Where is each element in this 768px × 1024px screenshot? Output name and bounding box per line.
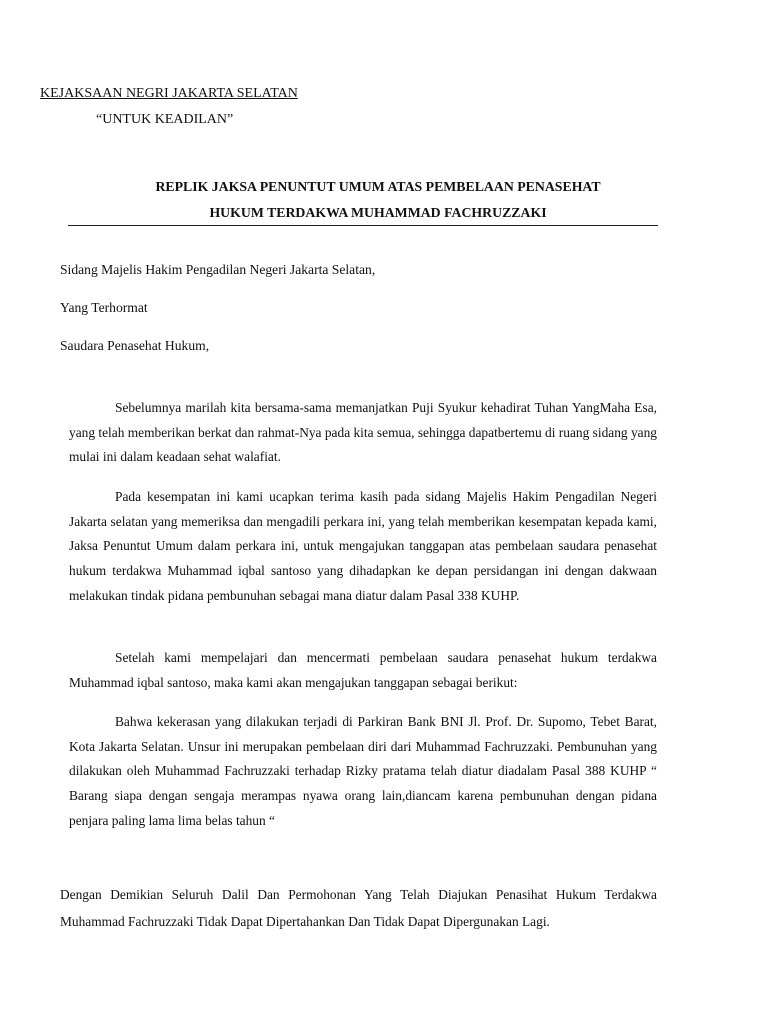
document-title (60, 174, 696, 226)
salutation-court: Sidang Majelis Hakim Pengadilan Negeri Jakarta Selatan, (60, 262, 376, 277)
paragraph-thanks: Pada kesempatan ini kami ucapkan terima kasih pada sidang Majelis Hakim Pengadilan Negeri Jakarta selatan yang memeriksa dan mengadili perkara ini, yang telah memberikan kesempatan kepada kami, Jaksa Penuntut Umum dalam perkara ini, untuk mengajukan tanggapan atas pembelaan saudara penasehat hukum terdakwa Muhammad iqbal santoso yang dihadapkan ke depan persidangan ini dengan dakwaan melakukan tindak pidana pembunuhan sebagai mana diatur dalam Pasal 338 KUHP. (69, 489, 657, 603)
paragraph-opening: Sebelumnya marilah kita bersama-sama memanjatkan Puji Syukur kehadirat Tuhan YangMaha Esa, yang telah memberikan berkat dan rahmat-Nya pada kita semua, sehingga dapatbertemu di ruang sidang yang mulai ini dalam keadaan sehat walafiat. (69, 400, 657, 465)
salutation-honorific: Yang Terhormat (60, 300, 148, 315)
organization-motto: “UNTUK KEADILAN” (96, 112, 234, 127)
salutation-counsel: Saudara Penasehat Hukum, (60, 338, 210, 353)
document-title-line-2: HUKUM TERDAKWA MUHAMMAD FACHRUZZAKI (209, 205, 547, 220)
paragraph-response-intro: Setelah kami mempelajari dan mencermati pembelaan saudara penasehat hukum terdakwa Muhammad iqbal santoso, maka kami akan mengajukan tanggapan sebagai berikut: (69, 650, 657, 690)
paragraph-closing: Dengan Demikian Seluruh Dalil Dan Permohonan Yang Telah Diajukan Penasihat Hukum Terdakwa Muhammad Fachruzzaki Tidak Dapat Dipertahankan Dan Tidak Dapat Dipergunakan Lagi. (60, 887, 657, 929)
document-title-line-1: REPLIK JAKSA PENUNTUT UMUM ATAS PEMBELAAN PENASEHAT (155, 179, 601, 194)
organization-name: KEJAKSAAN NEGRI JAKARTA SELATAN (40, 86, 298, 101)
title-divider (68, 225, 658, 226)
paragraph-argument: Bahwa kekerasan yang dilakukan terjadi di Parkiran Bank BNI Jl. Prof. Dr. Supomo, Tebet Barat, Kota Jakarta Selatan. Unsur ini merupakan pembelaan diri dari Muhammad Fachruzzaki. Pembunuhan yang dilakukan oleh Muhammad Fachruzzaki terhadap Rizky pratama telah diatur diadalam Pasal 388 KUHP “ Barang siapa dengan sengaja merampas nyawa orang lain,diancam karena pembunuhan dengan pidana penjara paling lama lima belas tahun “ (69, 714, 657, 828)
